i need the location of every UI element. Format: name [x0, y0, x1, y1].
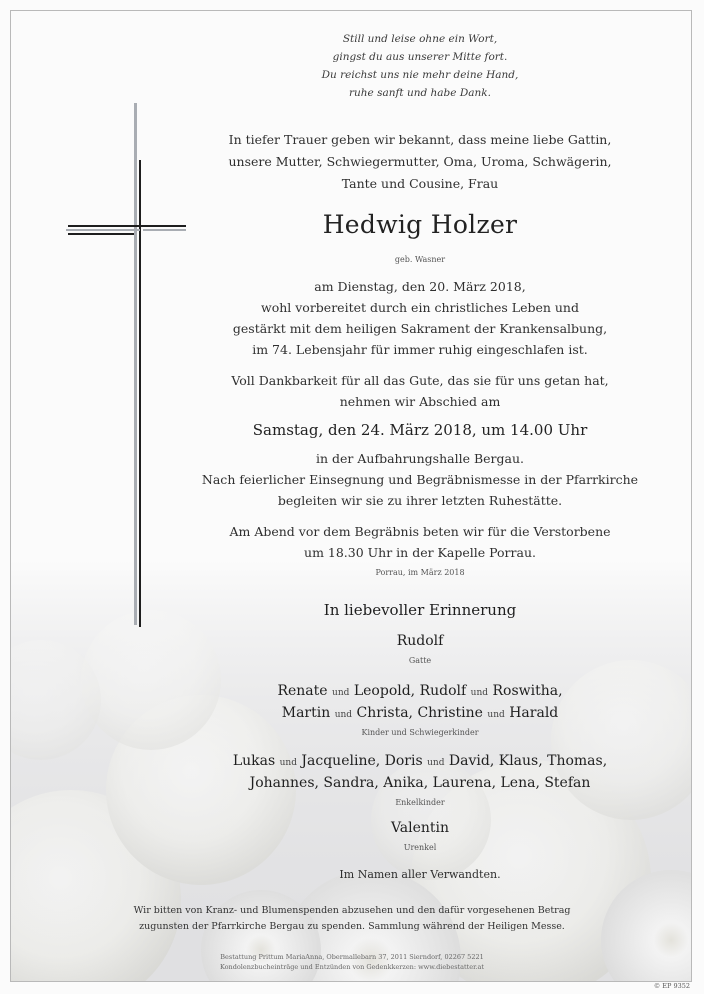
thanks-line-1: Voll Dankbarkeit für all das Gute, das sie für uns getan hat,	[231, 373, 609, 388]
great-grandchild-role: Urenkel	[403, 843, 437, 852]
request-line-1: Wir bitten von Kranz- und Blumenspenden abzusehen und den dafür vorgesehenen Betrag	[133, 905, 571, 916]
children-line-2: Martin und Christa, Christine und Harald	[281, 705, 559, 721]
poem-line-1: Still und leise ohne ein Wort,	[342, 33, 498, 45]
undertaker-line-1: Bestattung Prittum MariaAnna, Obermallebarn 37, 2011 Sierndorf, 02267 5221	[220, 953, 484, 961]
prayer-line-2: um 18.30 Uhr in der Kapelle Porrau.	[304, 545, 536, 560]
death-line-4: im 74. Lebensjahr für immer ruhig eingeschlafen ist.	[252, 342, 588, 357]
poem-line-4: ruhe sanft und habe Dank.	[349, 87, 491, 99]
great-grandchild-name: Valentin	[390, 820, 450, 836]
thanks-line-2: nehmen wir Abschied am	[339, 394, 501, 409]
relatives-line: Im Namen aller Verwandten.	[339, 868, 501, 881]
funeral-line-2: Nach feierlicher Einsegnung und Begräbnismesse in der Pfarrkirche	[201, 472, 639, 487]
death-line-2: wohl vorbereitet durch ein christliches Leben und	[261, 300, 579, 315]
death-line-3: gestärkt mit dem heiligen Sakrament der Krankensalbung,	[232, 321, 608, 336]
maiden-name: geb. Wasner	[394, 255, 446, 264]
request-line-2: zugunsten der Pfarrkirche Bergau zu spenden. Sammlung während der Heiligen Messe.	[139, 921, 565, 932]
funeral-line-3: begleiten wir sie zu ihrer letzten Ruhestätte.	[277, 493, 563, 508]
product-code: © EP 9352	[653, 982, 690, 990]
obituary-text	[185, 0, 655, 994]
funeral-date: Samstag, den 24. März 2018, um 14.00 Uhr	[252, 421, 588, 439]
intro-line-3: Tante und Cousine, Frau	[341, 176, 499, 191]
grandchildren-line-2: Johannes, Sandra, Anika, Laurena, Lena, Stefan	[249, 775, 591, 791]
poem-line-3: Du reichst uns nie mehr deine Hand,	[321, 69, 519, 81]
spouse-role: Gatte	[408, 656, 432, 665]
children-role: Kinder und Schwiegerkinder	[361, 728, 479, 737]
spouse-name: Rudolf	[396, 633, 444, 649]
deceased-name: Hedwig Holzer	[322, 210, 518, 239]
intro-line-2: unsere Mutter, Schwiegermutter, Oma, Uroma, Schwägerin,	[228, 154, 612, 169]
children-line-1: Renate und Leopold, Rudolf und Roswitha,	[277, 683, 563, 699]
poem-line-2: gingst du aus unserer Mitte fort.	[332, 51, 508, 63]
death-line-1: am Dienstag, den 20. März 2018,	[314, 279, 526, 294]
grandchildren-line-1: Lukas und Jacqueline, Doris und David, Klaus, Thomas,	[232, 753, 608, 769]
intro-line-1: In tiefer Trauer geben wir bekannt, dass meine liebe Gattin,	[228, 132, 612, 147]
funeral-line-1: in der Aufbahrungshalle Bergau.	[316, 451, 524, 466]
undertaker-line-2: Kondolenzbucheinträge und Entzünden von Gedenkkerzen: www.diebestatter.at	[219, 963, 485, 971]
memory-heading: In liebevoller Erinnerung	[323, 601, 517, 619]
prayer-line-1: Am Abend vor dem Begräbnis beten wir für die Verstorbene	[229, 524, 611, 539]
place-date: Porrau, im März 2018	[375, 568, 465, 577]
grandchildren-role: Enkelkinder	[395, 798, 445, 807]
